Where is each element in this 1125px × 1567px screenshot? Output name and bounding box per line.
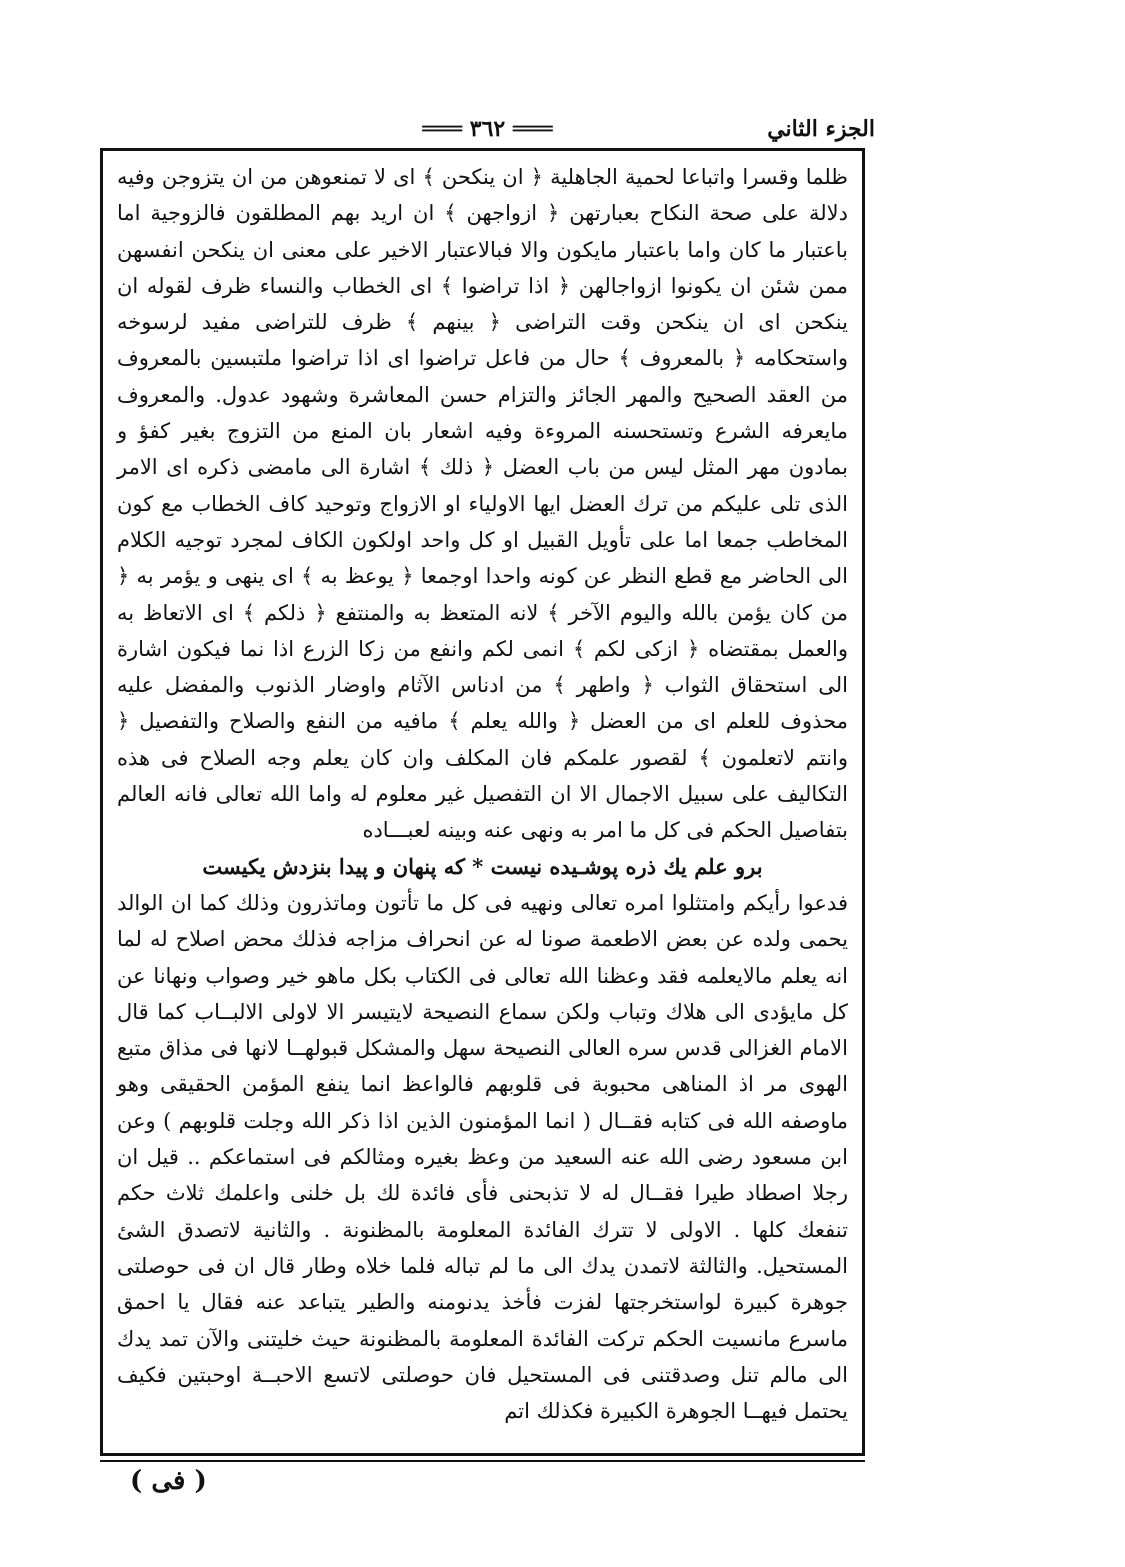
body-text — [117, 159, 848, 1429]
text-frame — [100, 148, 865, 1456]
catchword: ( فى ) — [130, 1466, 207, 1496]
page-header — [100, 112, 875, 148]
persian-verse: برو علم يك ذره پوشـيده نيست * كه پنهان و پيدا بنزدش يكيست — [202, 853, 763, 879]
paragraph: فدعوا رأيكم وامتثلوا امره تعالى ونهيه فى كل ما تأتون وماتذرون وذلك كما ان الوالد يحمى ولده عن بعض الاطعمة صونا له عن انحراف مزاجه فذلك محض اصلاح له لما انه يعلم مالايعلمه فقد وعظنا الله تعالى فى الكتاب بكل ماهو خير وصواب ونهانا عن كل مايؤدى الى هلاك وتباب ولكن سماع النصيحة لايتيسر الا لاولى الالبــاب كما قال الامام الغزالى قدس سره العالى النصيحة سهل والمشكل قبولهــا لانها فى مذاق متبع الهوى مر اذ المناهى محبوبة فى قلوبهم فالواعظ انما ينفع المؤمن الحقيقى وهو ماوصفه الله فى كتابه فقــال ( انما المؤمنون الذين اذا ذكر الله وجلت قلوبهم ) وعن ابن مسعود رضى الله عنه السعيد من وعظ بغيره ومثالكم فى استماعكم .. قيل ان رجلا اصطاد طيرا فقــال له لا تذبحنى فأى فائدة لك بل خلنى واعلمك ثلاث حكم تنفعك كلها . الاولى لا تترك الفائدة المعلومة بالمظنونة . والثانية لاتصدق الشئ المستحيل. والثالثة لاتمدن يدك الى ما لم تباله فلما خلاه وطار قال ان فى حوصلتى جوهرة كبيرة لواستخرجتها لفزت فأخذ يدنومنه والطير يتباعد عنه فقال يا احمق ماسرع مانسيت الحكم تركت الفائدة المعلومة بالمظنونة حيث خليتنى والآن تمد يدك الى مالم تنل وصدقتنى فى المستحيل فان حوصلتى لاتسع الاحبــة اوحبتين فكيف يحتمل فيهــا الجوهرة الكبيرة فكذلك اتم — [117, 890, 849, 1424]
page-number: ═══ ٣٦٢ ═══ — [422, 116, 553, 142]
running-head: الجزء الثاني — [767, 116, 875, 142]
paragraph: ظلما وقسرا واتباعا لحمية الجاهلية ﴿ ان ينكحن ﴾ اى لا تمنعوهن من ان يتزوجن وفيه دلالة على صحة النكاح بعبارتهن ﴿ ازواجهن ﴾ ان اريد بهم المطلقون فالزوجية اما باعتبار ما كان واما باعتبار مايكون والا فبالاعتبار الاخير على معنى ان ينكحن انفسهن ممن شئن ان يكونوا ازواجالهن ﴿ اذا تراضوا ﴾ اى الخطاب والنساء ظرف لقوله ان ينكحن اى ان ينكحن وقت التراضى ﴿ بينهم ﴾ ظرف للتراضى مفيد لرسوخه واستحكامه ﴿ بالمعروف ﴾ حال من فاعل تراضوا اى اذا تراضوا ملتبسين بالمعروف من العقد الصحيح والمهر الجائز والتزام حسن المعاشرة وشهود عدول. والمعروف مايعرفه الشرع وتستحسنه المروءة وفيه اشعار بان المنع من التزوج بغير كفؤ و بمادون مهر المثل ليس من باب العضل ﴿ ذلك ﴾ اشارة الى مامضى ذكره اى الامر الذى تلى عليكم من ترك العضل ايها الاولياء او الازواج وتوحيد كاف الخطاب مع كون المخاطب جمعا اما على تأويل القبيل او كل واحد اولكون الكاف لمجرد توجيه الكلام الى الحاضر مع قطع النظر عن كونه واحدا اوجمعا ﴿ يوعظ به ﴾ اى ينهى و يؤمر به ﴿ من كان يؤمن بالله واليوم الآخر ﴾ لانه المتعظ به والمنتفع ﴿ ذلكم ﴾ اى الاتعاظ به والعمل بمقتضاه ﴿ ازكى لكم ﴾ انمى لكم وانفع من زكا الزرع اذا نما فيكون اشارة الى استحقاق الثواب ﴿ واطهر ﴾ من ادناس الآثام واوضار الذنوب والمفضل عليه محذوف للعلم اى من العضل ﴿ والله يعلم ﴾ مافيه من النفع والصلاح والتفصيل ﴿ وانتم لاتعلمون ﴾ لقصور علمكم فان المكلف وان كان يعلم وجه الصلاح فى هذه التكاليف على سبيل الاجمال الا ان التفصيل غير معلوم له واما الله تعالى فانه العالم بتفاصيل الحكم فى كل ما امر به ونهى عنه وبينه لعبـــاده — [117, 165, 848, 843]
